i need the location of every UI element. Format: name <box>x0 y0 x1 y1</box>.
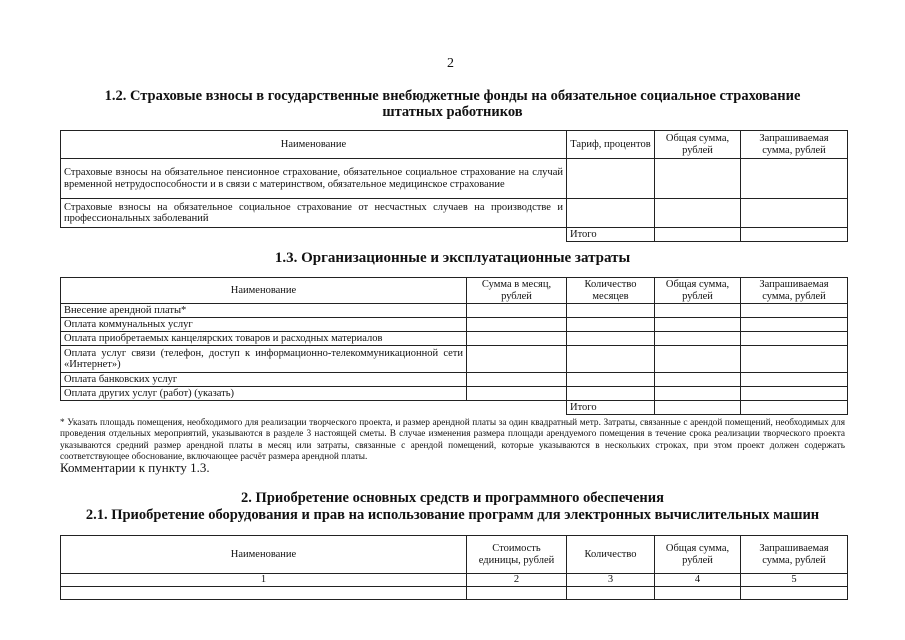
col-header-name: Наименование <box>61 278 467 304</box>
col-header-quantity: Количество <box>567 536 655 574</box>
table-cell <box>655 373 741 387</box>
col-header-name: Наименование <box>61 536 467 574</box>
footnote: * Указать площадь помещения, необходимого для реализации творческого проекта, и размер арендной платы за один квадратный метр. Затраты, связанные с арендой помещений, необходимых для проведения отдельных мероприятий, указываются в разделе 3 настоящей сметы. В случае изменения размера площади арендуемого помещения в течение срока реализации творческого проекта указываются средний размер арендной платы в месяц или затраты, связанные с арендой помещений, которые указываются в нескольких строках, при этом проект должен содержать соответствующее обоснование, включающее расчёт размера арендной платы. <box>60 418 845 462</box>
table-cell <box>655 304 741 318</box>
table-cell <box>741 318 848 332</box>
table-cell <box>741 332 848 346</box>
insurance-table <box>60 130 848 242</box>
col-header-name: Наименование <box>61 131 567 159</box>
table-cell <box>741 401 848 415</box>
col-header-requested: Запрашиваемая сумма, рублей <box>741 131 848 159</box>
table-cell <box>467 387 567 401</box>
total-label: Итого <box>567 401 655 415</box>
col-header-months: Количество месяцев <box>567 278 655 304</box>
section-1-2-title-cont: штатных работников <box>382 104 523 120</box>
table-cell <box>741 587 848 600</box>
col-header-total: Общая сумма, рублей <box>655 131 741 159</box>
table-cell <box>567 332 655 346</box>
table-cell <box>567 318 655 332</box>
col-header-total: Общая сумма, рублей <box>655 278 741 304</box>
table-cell <box>567 587 655 600</box>
table-row-label: Оплата услуг связи (телефон, доступ к информационно-телекоммуникационной сети «Интернет») <box>61 346 467 373</box>
col-header-requested: Запрашиваемая сумма, рублей <box>741 536 848 574</box>
table-cell <box>741 159 848 199</box>
table-cell <box>467 318 567 332</box>
table-cell <box>655 587 741 600</box>
column-number: 3 <box>567 574 655 587</box>
table-cell <box>61 587 467 600</box>
column-number: 4 <box>655 574 741 587</box>
table-row-label: Оплата приобретаемых канцелярских товаров и расходных материалов <box>61 332 467 346</box>
table-cell <box>741 304 848 318</box>
col-header-requested: Запрашиваемая сумма, рублей <box>741 278 848 304</box>
section-2-1-title: 2.1. Приобретение оборудования и прав на использование программ для электронных вычислительных машин <box>85 507 820 523</box>
table-cell <box>567 159 655 199</box>
table-cell <box>467 332 567 346</box>
table-cell <box>741 346 848 373</box>
operating-costs-table <box>60 277 848 415</box>
table-cell-blank <box>61 401 467 415</box>
section-1-3-title: 1.3. Организационные и эксплуатационные затраты <box>274 250 631 266</box>
table-row-label: Страховые взносы на обязательное пенсионное страхование, обязательное социальное страхование на случай временной нетрудоспособности и в связи с материнством, обязательное медицинское страхование <box>61 159 567 199</box>
table-cell <box>655 332 741 346</box>
comment-label: Комментарии к пункту 1.3. <box>60 460 210 475</box>
table-cell <box>467 346 567 373</box>
total-label: Итого <box>567 228 655 242</box>
table-cell <box>655 318 741 332</box>
section-2-title: 2. Приобретение основных средств и программного обеспечения <box>241 490 664 506</box>
table-cell <box>567 387 655 401</box>
table-cell <box>567 346 655 373</box>
col-header-monthly: Сумма в месяц, рублей <box>467 278 567 304</box>
equipment-table <box>60 535 848 600</box>
col-header-tariff: Тариф, процентов <box>567 131 655 159</box>
col-header-unit-cost: Стоимость единицы, рублей <box>467 536 567 574</box>
table-cell <box>655 159 741 199</box>
table-cell <box>655 346 741 373</box>
table-cell <box>467 373 567 387</box>
column-number: 5 <box>741 574 848 587</box>
column-number: 1 <box>61 574 467 587</box>
section-1-2-title: 1.2. Страховые взносы в государственные внебюджетные фонды на обязательное социальное страхование <box>104 88 801 104</box>
table-cell <box>655 228 741 242</box>
column-number: 2 <box>467 574 567 587</box>
table-row-label: Оплата коммунальных услуг <box>61 318 467 332</box>
table-cell <box>741 228 848 242</box>
table-cell <box>655 199 741 228</box>
table-cell <box>655 401 741 415</box>
table-cell <box>567 304 655 318</box>
table-cell <box>467 587 567 600</box>
table-cell <box>655 387 741 401</box>
table-cell <box>741 199 848 228</box>
table-row-label: Страховые взносы на обязательное социальное страхование от несчастных случаев на производстве и профессиональных заболеваний <box>61 199 567 228</box>
table-row-label: Оплата банковских услуг <box>61 373 467 387</box>
table-cell <box>567 373 655 387</box>
table-row-label: Внесение арендной платы* <box>61 304 467 318</box>
table-cell <box>741 373 848 387</box>
table-row-label: Оплата других услуг (работ) (указать) <box>61 387 467 401</box>
page-number: 2 <box>447 56 454 71</box>
table-cell <box>741 387 848 401</box>
table-cell <box>567 199 655 228</box>
table-cell-blank <box>467 401 567 415</box>
table-cell-blank <box>61 228 567 242</box>
table-cell <box>467 304 567 318</box>
col-header-total: Общая сумма, рублей <box>655 536 741 574</box>
